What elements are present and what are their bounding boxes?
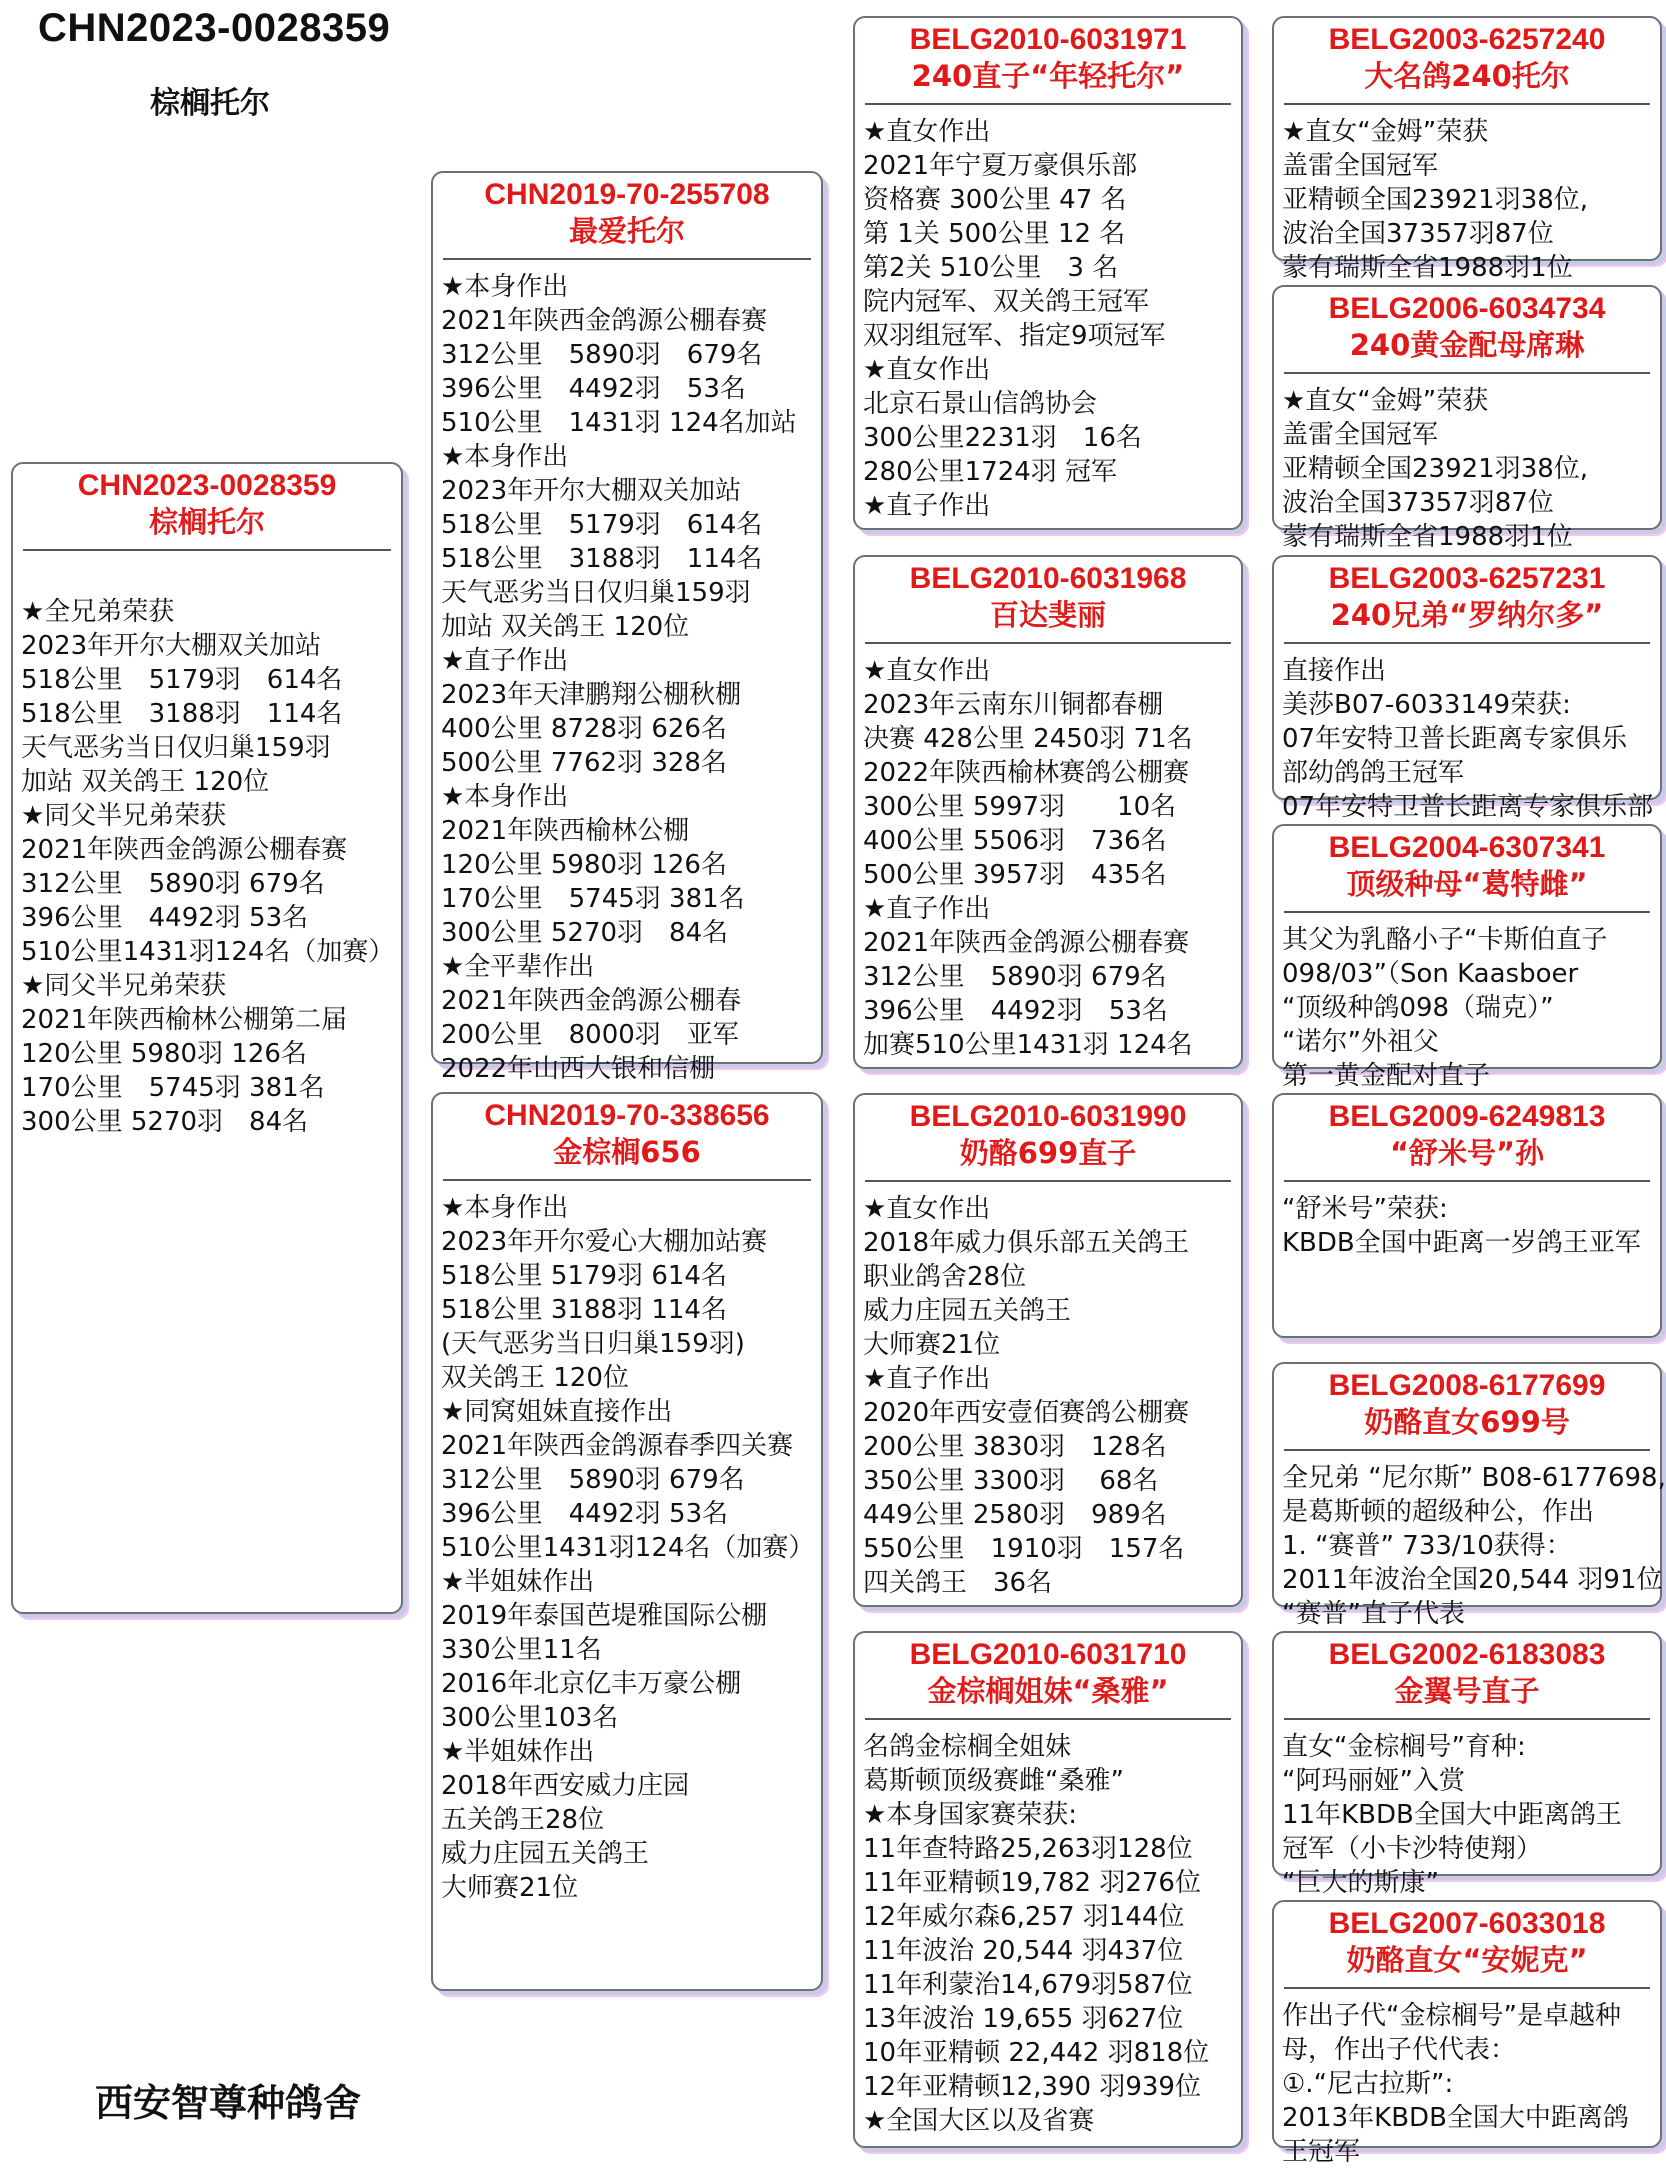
card-title [13,464,401,541]
ring-number: BELG2003-6257240 [1328,23,1606,56]
achievement-line: 2020年西安壹佰赛鸽公棚赛 [863,1398,1190,1428]
achievement-line: 2011年波治全国20,544 羽91位 [1282,1565,1663,1595]
divider [443,1179,811,1181]
achievement-line: ★本身作出 [441,272,569,302]
achievements [1274,1192,1660,1260]
card-title [1274,557,1660,634]
achievement-line: ★直女作出 [863,1194,991,1224]
card-title [433,173,821,250]
achievement-line: 396公里 4492羽 53名 [21,903,309,933]
card-title [1274,1364,1660,1441]
bird-name: 奶酪直女“安妮克” [1346,1943,1588,1977]
achievement-line: 大师赛21位 [863,1330,1001,1360]
achievements [1274,1999,1660,2169]
achievement-line: “诺尔”外祖父 [1282,1027,1439,1057]
divider [865,103,1231,105]
achievement-line: 盖雷全国冠军 [1282,151,1439,181]
sire-card [431,171,823,1084]
achievement-line: 加赛510公里1431羽 124名 [863,1030,1193,1060]
achievement-line: “巨大的斯康” [1282,1868,1439,1898]
achievement-line: 亚精顿全国23921羽38位, [1282,185,1589,215]
achievement-line [21,561,401,595]
achievement-line: ★半姐妹作出 [441,1567,595,1597]
achievement-line: 2016年北京亿丰万豪公棚 [441,1669,742,1699]
achievements [1274,115,1660,285]
achievement-line: 2021年陕西金鸽源公棚春赛 [441,306,768,336]
achievement-line: 北京石景山信鸽协会 [863,389,1098,419]
achievement-line: 10年亚精顿 22,442 羽818位 [863,2038,1210,2068]
achievement-line: ★直女“金姆”荣获 [1282,386,1489,416]
achievement-line: 510公里1431羽124名（加赛） [441,1533,815,1563]
achievements [433,270,821,1086]
ring-number: BELG2009-6249813 [1328,1100,1606,1133]
achievement-line: (天气恶劣当日归巢159羽) [441,1329,745,1359]
card-title [855,557,1241,634]
ring-number: BELG2004-6307341 [1328,831,1606,864]
ring-number: CHN2023-0028359 [77,469,337,502]
bird-name: 240黄金配母席琳 [1349,328,1585,362]
achievement-line: ★同父半兄弟荣获 [21,801,227,831]
achievement-line: 396公里 4492羽 53名 [441,1499,729,1529]
achievement-line: 作出子代“金棕榈号”是卓越种 [1282,2001,1621,2031]
achievement-line: 07年安特卫普长距离专家俱乐 [1282,724,1628,754]
achievements [855,115,1241,523]
card-title [855,1095,1241,1172]
achievement-line: 510公里 1431羽 124名加站 [441,408,797,438]
achievement-line: 2013年KBDB全国大中距离鸽 [1282,2103,1629,2133]
achievement-line: ★全兄弟荣获 [21,597,175,627]
achievement-line: 2021年陕西金鸽源公棚春赛 [21,835,348,865]
achievement-line: 2021年陕西金鸽源公棚春赛 [863,928,1190,958]
achievement-line: 2021年陕西金鸽源公棚春 [441,986,742,1016]
achievement-line: 200公里 3830羽 128名 [863,1432,1167,1462]
achievement-line: 其父为乳酪小子“卡斯伯直子 [1282,925,1608,955]
achievement-line: 312公里 5890羽 679名 [21,869,325,899]
achievement-line: ★全国大区以及省赛 [863,2106,1095,2136]
achievement-line: 直接作出 [1282,656,1387,686]
bird-name: 棕榈托尔 [148,505,265,539]
divider [1284,1180,1650,1182]
achievements [1274,654,1660,824]
achievement-line: 11年亚精顿19,782 羽276位 [863,1868,1201,1898]
achievement-line: ★直子作出 [441,646,569,676]
achievements [855,654,1241,1062]
achievement-line: 396公里 4492羽 53名 [863,996,1168,1026]
card-title [855,18,1241,95]
card-title [433,1094,821,1171]
achievement-line: ★同窝姐妹直接作出 [441,1397,673,1427]
achievement-line: 大师赛21位 [441,1873,579,1903]
achievement-line: 518公里 5179羽 614名 [21,665,343,695]
bird-name: 240兄弟“罗纳尔多” [1330,598,1604,632]
sss-card [1272,16,1662,283]
achievement-line: 11年利蒙治14,679羽587位 [863,1970,1193,2000]
ring-number: CHN2019-70-255708 [484,178,770,211]
achievement-line: 300公里2231羽 16名 [863,423,1142,453]
achievement-line: 200公里 8000羽 亚军 [441,1020,739,1050]
achievement-line: 2023年开尔大棚双关加站 [441,476,742,506]
achievement-line: 盖雷全国冠军 [1282,420,1439,450]
ring-number: BELG2010-6031990 [909,1100,1187,1133]
achievement-line: “顶级种鸽098（瑞克）” [1282,993,1554,1023]
divider [1284,642,1650,644]
bird-name: 金翼号直子 [1394,1674,1540,1708]
divider [1284,1718,1650,1720]
achievement-line: 亚精顿全国23921羽38位, [1282,454,1589,484]
achievements [1274,1461,1666,1631]
bird-name: 最爱托尔 [568,214,685,248]
subject-card [11,462,403,1614]
divider [865,642,1231,644]
achievement-line: 资格赛 300公里 47 名 [863,185,1127,215]
card-title [1274,18,1660,95]
achievement-line: ★直女作出 [863,117,991,147]
achievement-line: 加站 双关鸽王 120位 [21,767,270,797]
achievement-line: ★直子作出 [863,491,991,521]
achievements [855,1192,1241,1600]
achievement-line: 2019年泰国芭堤雅国际公棚 [441,1601,768,1631]
achievement-line: 波治全国37357羽87位 [1282,219,1554,249]
bird-name: 金棕榈姐妹“桑雅” [927,1674,1169,1708]
achievements [1274,923,1660,1093]
sdd-card [1272,824,1662,1091]
achievement-line: 名鸽金棕榈全姐妹 [863,1732,1072,1762]
achievement-line: 07年安特卫普长距离专家俱乐部 [1282,792,1654,822]
loft-name: 西安智尊种鸽舍 [95,2081,362,2125]
achievement-line: ★本身作出 [441,782,569,812]
achievement-line: “阿玛丽娅”入赏 [1282,1766,1465,1796]
achievement-line: 院内冠军、双关鸽王冠军 [863,287,1150,317]
achievement-line: 300公里103名 [441,1703,619,1733]
dam-sire-card [853,1093,1243,1607]
achievement-line: 是葛斯顿的超级种公，作出 [1282,1497,1595,1527]
card-title [1274,1902,1660,1979]
sire-sire-card [853,16,1243,530]
achievement-line: ★同父半兄弟荣获 [21,971,227,1001]
achievement-line: 098/03”（Son Kaasboer [1282,959,1579,989]
achievement-line: 2021年陕西榆林公棚 [441,816,690,846]
achievement-line: 第 1关 500公里 12 名 [863,219,1126,249]
ring-number: BELG2010-6031971 [909,23,1187,56]
divider [23,549,391,551]
achievement-line: 11年KBDB全国大中距离鸽王 [1282,1800,1622,1830]
achievement-line: KBDB全国中距离一岁鸽王亚军 [1282,1228,1641,1258]
achievement-line: 510公里1431羽124名（加赛） [21,937,395,967]
achievements [855,1730,1241,2138]
ring-number: BELG2010-6031968 [909,562,1187,595]
achievement-line: ★直女作出 [863,355,991,385]
ring-number: BELG2003-6257231 [1328,562,1606,595]
achievement-line: 518公里 5179羽 614名 [441,510,763,540]
achievement-line: ★直子作出 [863,1364,991,1394]
achievement-line: 518公里 3188羽 114名 [21,699,343,729]
achievement-line: 2022年山西大银和信棚 [441,1054,716,1084]
achievement-line: 330公里11名 [441,1635,602,1665]
achievement-line: 312公里 5890羽 679名 [863,962,1167,992]
achievement-line: 波治全国37357羽87位 [1282,488,1554,518]
achievement-line: 12年威尔森6,257 羽144位 [863,1902,1185,1932]
achievement-line: 550公里 1910羽 157名 [863,1534,1185,1564]
achievement-line: 312公里 5890羽 679名 [441,340,763,370]
achievement-line: 王冠军 [1282,2137,1361,2167]
achievement-line: 职业鸽舍28位 [863,1262,1027,1292]
achievement-line: 280公里1724羽 冠军 [863,457,1118,487]
dds-card [1272,1631,1662,1898]
bird-name: 奶酪直女699号 [1364,1405,1570,1439]
achievements [13,561,401,1139]
achievement-line: 双羽组冠军、指定9项冠军 [863,321,1166,351]
ring-number: CHN2019-70-338656 [484,1099,770,1132]
achievement-line: 12年亚精顿12,390 羽939位 [863,2072,1201,2102]
achievement-line: 120公里 5980羽 126名 [441,850,727,880]
achievement-line: 300公里 5270羽 84名 [441,918,729,948]
achievement-line: 500公里 3957羽 435名 [863,860,1167,890]
bird-name: 顶级种母“葛特雌” [1346,867,1588,901]
achievements [1274,384,1660,554]
achievement-line: ★直女作出 [863,656,991,686]
achievement-line: 直女“金棕榈号”育种: [1282,1732,1526,1762]
divider [865,1718,1231,1720]
achievement-line: 300公里 5270羽 84名 [21,1107,309,1137]
achievement-line: 天气恶劣当日仅归巢159羽 [441,578,751,608]
achievement-line: “舒米号”荣获: [1282,1194,1448,1224]
achievement-line: 母，作出子代代表： [1282,2035,1517,2065]
divider [1284,911,1650,913]
achievement-line: 蒙有瑞斯全省1988羽1位 [1282,253,1573,283]
ring-number: BELG2008-6177699 [1328,1369,1606,1402]
achievement-line: ★直女“金姆”荣获 [1282,117,1489,147]
card-title [1274,1633,1660,1710]
achievement-line: 四关鸽王 36名 [863,1568,1053,1598]
achievement-line: 500公里 7762羽 328名 [441,748,727,778]
achievement-line: 2021年陕西榆林公棚第二届 [21,1005,348,1035]
card-title [1274,287,1660,364]
achievement-line: 11年波治 20,544 羽437位 [863,1936,1184,1966]
achievement-line: 518公里 5179羽 614名 [441,1261,727,1291]
achievement-line: 449公里 2580羽 989名 [863,1500,1167,1530]
achievement-line: “赛普”直子代表 [1282,1599,1465,1629]
achievements [433,1191,821,1905]
card-title [855,1633,1241,1710]
achievements [1274,1730,1660,1900]
achievement-line: 2023年天津鹏翔公棚秋棚 [441,680,742,710]
achievement-line: 312公里 5890羽 679名 [441,1465,745,1495]
achievement-line: 冠军（小卡沙特使翔） [1282,1834,1543,1864]
achievement-line: 蒙有瑞斯全省1988羽1位 [1282,522,1573,552]
bird-name: 百达斐丽 [989,598,1106,632]
ring-number: BELG2010-6031710 [909,1638,1187,1671]
pedigree-bird-name: 棕榈托尔 [150,86,270,121]
achievement-line: 170公里 5745羽 381名 [21,1073,325,1103]
achievement-line: 300公里 5997羽 10名 [863,792,1177,822]
achievement-line: 11年查特路25,263羽128位 [863,1834,1193,1864]
dsd-card [1272,1362,1666,1629]
achievement-line: 第2关 510公里 3 名 [863,253,1119,283]
achievement-line: 2023年开尔爱心大棚加站赛 [441,1227,768,1257]
achievement-line: 决赛 428公里 2450羽 71名 [863,724,1193,754]
ssd-card [1272,285,1662,552]
divider [1284,372,1650,374]
sire-dam-card [853,555,1243,1069]
achievement-line: ★本身作出 [441,1193,569,1223]
ring-number: BELG2007-6033018 [1328,1907,1606,1940]
achievement-line: 双关鸽王 120位 [441,1363,629,1393]
dam-card [431,1092,823,1991]
achievement-line: 威力庄园五关鸽王 [863,1296,1072,1326]
achievement-line: 2023年开尔大棚双关加站 [21,631,322,661]
achievement-line: 2018年威力俱乐部五关鸽王 [863,1228,1190,1258]
achievement-line: 全兄弟 “尼尔斯” B08-6177698, [1282,1463,1666,1493]
dam-dam-card [853,1631,1243,2148]
ring-number: BELG2002-6183083 [1328,1638,1606,1671]
achievement-line: 五关鸽王28位 [441,1805,605,1835]
card-title [1274,826,1660,903]
achievement-line: 120公里 5980羽 126名 [21,1039,307,1069]
achievement-line: 1. “赛普” 733/10获得： [1282,1531,1572,1561]
achievement-line: 2021年陕西金鸽源春季四关赛 [441,1431,794,1461]
achievement-line: ★本身作出 [441,442,569,472]
achievement-line: ★半姐妹作出 [441,1737,595,1767]
achievement-line: 部幼鸽鸽王冠军 [1282,758,1465,788]
achievement-line: 第一黄金配对直子 [1282,1061,1491,1091]
achievement-line: 2023年云南东川铜都春棚 [863,690,1164,720]
achievement-line: 350公里 3300羽 68名 [863,1466,1159,1496]
ring-number: BELG2006-6034734 [1328,292,1606,325]
ddd-card [1272,1900,1662,2167]
achievement-line: 396公里 4492羽 53名 [441,374,746,404]
divider [443,258,811,260]
achievement-line: 518公里 3188羽 114名 [441,1295,727,1325]
achievement-line: 400公里 8728羽 626名 [441,714,727,744]
achievement-line: 13年波治 19,655 羽627位 [863,2004,1184,2034]
achievement-line: 2022年陕西榆林赛鸽公棚赛 [863,758,1190,788]
pedigree-ring-number: CHN2023-0028359 [38,6,391,50]
achievement-line: 葛斯顿顶级赛雌“桑雅” [863,1766,1124,1796]
bird-name: 金棕榈656 [553,1135,701,1169]
divider [865,1180,1231,1182]
achievement-line: 170公里 5745羽 381名 [441,884,745,914]
bird-name: 240直子“年轻托尔” [911,59,1185,93]
dss-card [1272,1093,1662,1338]
achievement-line: ★直子作出 [863,894,991,924]
divider [1284,103,1650,105]
achievement-line: 400公里 5506羽 736名 [863,826,1167,856]
achievement-line: 天气恶劣当日仅归巢159羽 [21,733,331,763]
achievement-line: ①.“尼古拉斯”: [1282,2069,1454,2099]
sds-card [1272,555,1662,822]
achievement-line: 518公里 3188羽 114名 [441,544,763,574]
divider [1284,1449,1650,1451]
bird-name: 大名鸽240托尔 [1364,59,1570,93]
achievement-line: 美莎B07-6033149荣获: [1282,690,1571,720]
achievement-line: 2021年宁夏万豪俱乐部 [863,151,1138,181]
achievement-line: ★全平辈作出 [441,952,595,982]
card-title [1274,1095,1660,1172]
bird-name: 奶酪699直子 [959,1136,1137,1170]
achievement-line: 2018年西安威力庄园 [441,1771,690,1801]
achievement-line: 加站 双关鸽王 120位 [441,612,690,642]
achievement-line: ★本身国家赛荣获: [863,1800,1078,1830]
achievement-line: 威力庄园五关鸽王 [441,1839,650,1869]
divider [1284,1987,1650,1989]
bird-name: “舒米号”孙 [1389,1136,1545,1170]
